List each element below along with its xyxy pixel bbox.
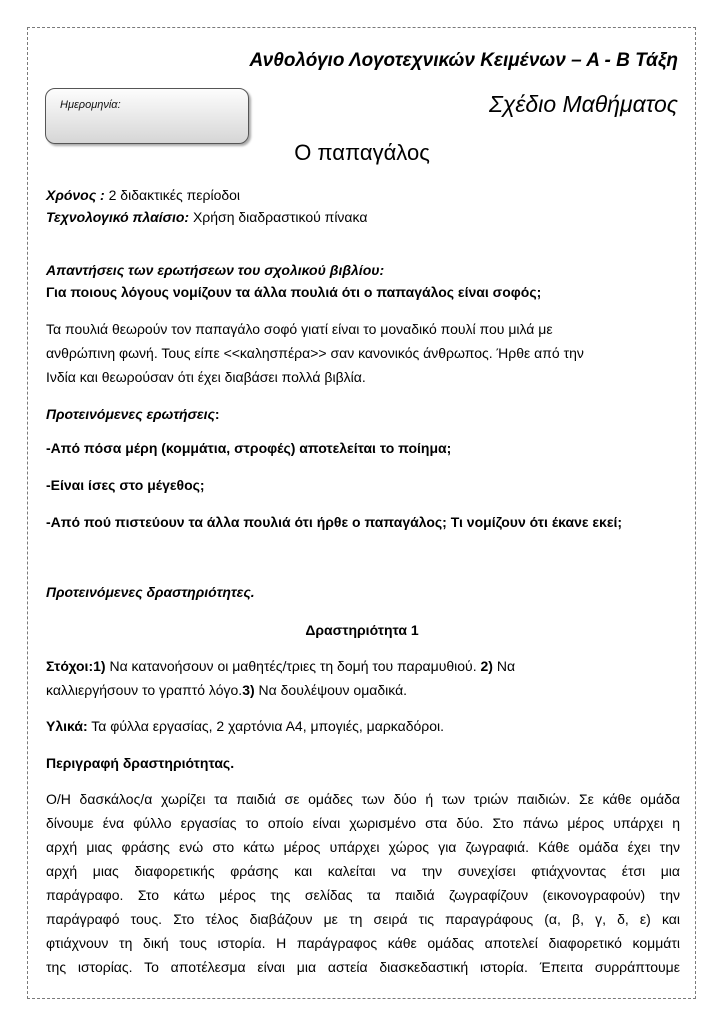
- description-line: παράγραφο. Στο κάτω μέρος της σελίδας τα παιδιά ζωγραφίζουν (εικονογραφούν) την: [46, 887, 680, 903]
- goals-text: Να: [492, 658, 516, 674]
- goals-line-1: [46, 658, 515, 674]
- date-label: Ημερομηνία:: [60, 99, 121, 111]
- suggested-question: -Είναι ίσες στο μέγεθος;: [46, 477, 205, 493]
- questions-colon: :: [214, 406, 220, 422]
- time-line: [46, 187, 240, 203]
- description-line: της ιστορίας. Το αποτέλεσμα είναι μια αστεία διασκεδαστική ιστορία. Έπειτα συρράπτουμε: [46, 959, 680, 975]
- date-box[interactable]: [45, 88, 249, 144]
- materials-label: Υλικά:: [46, 718, 88, 734]
- time-label: Χρόνος :: [46, 187, 105, 203]
- materials-text: Τα φύλλα εργασίας, 2 χαρτόνια Α4, μπογιές, μαρκαδόροι.: [87, 718, 445, 734]
- description-heading: Περιγραφή δραστηριότητας.: [46, 755, 235, 771]
- activity-1-title: Δραστηριότητα 1: [305, 622, 419, 638]
- description-line: αρχή μιας φράσης ενώ στο κάτω μέρος υπάρχει χώρος για ζωγραφιά. Κάθε ομάδα έχει την: [46, 839, 680, 855]
- materials-line: [46, 718, 444, 734]
- description-line: αρχή μιας διαφορετικής φράσης και καλείται να την συνεχίσει φτιάχνοντας έτσι μια: [46, 863, 680, 879]
- answer-line: Ινδία και θεωρούσαν ότι έχει διαβάσει πολλά βιβλία.: [46, 369, 366, 385]
- tech-label: Τεχνολογικό πλαίσιο:: [46, 209, 190, 225]
- tech-line: [46, 209, 367, 225]
- suggested-question: -Από πόσα μέρη (κομμάτια, στροφές) αποτελείται το ποίημα;: [46, 440, 452, 456]
- anthology-header: Ανθολόγιο Λογοτεχνικών Κειμένων – Α - Β Τάξη: [249, 50, 678, 71]
- answer-line: ανθρώπινη φωνή. Τους είπε <<καλησπέρα>> σαν κανονικός άνθρωπος. Ήρθε από την: [46, 345, 584, 361]
- questions-heading-line: [46, 406, 220, 422]
- goals-number: 3): [242, 682, 255, 698]
- description-line: Ο/Η δασκάλος/α χωρίζει τα παιδιά σε ομάδες των δύο ή των τριών παιδιών. Σε κάθε ομάδα: [46, 791, 680, 807]
- tech-value: Χρήση διαδραστικού πίνακα: [189, 209, 368, 225]
- book-question: Για ποιους λόγους νομίζουν τα άλλα πουλιά ότι ο παπαγάλος είναι σοφός;: [46, 284, 542, 300]
- goals-text: καλλιεργήσουν το γραπτό λόγο.: [46, 682, 243, 698]
- goals-line-2: [46, 682, 407, 698]
- lesson-plan-header: Σχέδιο Μαθήματος: [488, 91, 678, 117]
- activities-heading: Προτεινόμενες δραστηριότητες.: [46, 584, 255, 600]
- description-line: φτιάχνουν τη δική τους ιστορία. Η παράγραφος κάθε ομάδας αποτελεί διαφορετικό κομμάτι: [46, 935, 680, 951]
- time-value: 2 διδακτικές περίοδοι: [104, 187, 241, 203]
- description-line: παράγραφό τους. Στο τέλος διαβάζουν με τη σειρά τις παραγράφους (α, β, γ, δ, ε) και: [46, 911, 680, 927]
- page-title: Ο παπαγάλος: [294, 140, 430, 165]
- goals-text: Να κατανοήσουν οι μαθητές/τριες τη δομή του παραμυθιού.: [105, 658, 477, 674]
- answers-heading: Απαντήσεις των ερωτήσεων του σχολικού βιβλίου:: [46, 262, 385, 278]
- description-line: δίνουμε ένα φύλλο εργασίας το οποίο είναι χωρισμένο στα δύο. Στο πάνω μέρος υπάρχει η: [46, 815, 680, 831]
- goals-text: Να δουλέψουν ομαδικά.: [254, 682, 408, 698]
- questions-heading: Προτεινόμενες ερωτήσεις: [46, 406, 215, 422]
- answer-line: Τα πουλιά θεωρούν τον παπαγάλο σοφό γιατί είναι το μοναδικό πουλί που μιλά με: [46, 321, 553, 337]
- goals-number: 2): [476, 658, 493, 674]
- suggested-question: -Από πού πιστεύουν τα άλλα πουλιά ότι ήρθε ο παπαγάλος; Τι νομίζουν ότι έκανε εκεί;: [46, 514, 623, 530]
- goals-label: Στόχοι:1): [46, 658, 106, 674]
